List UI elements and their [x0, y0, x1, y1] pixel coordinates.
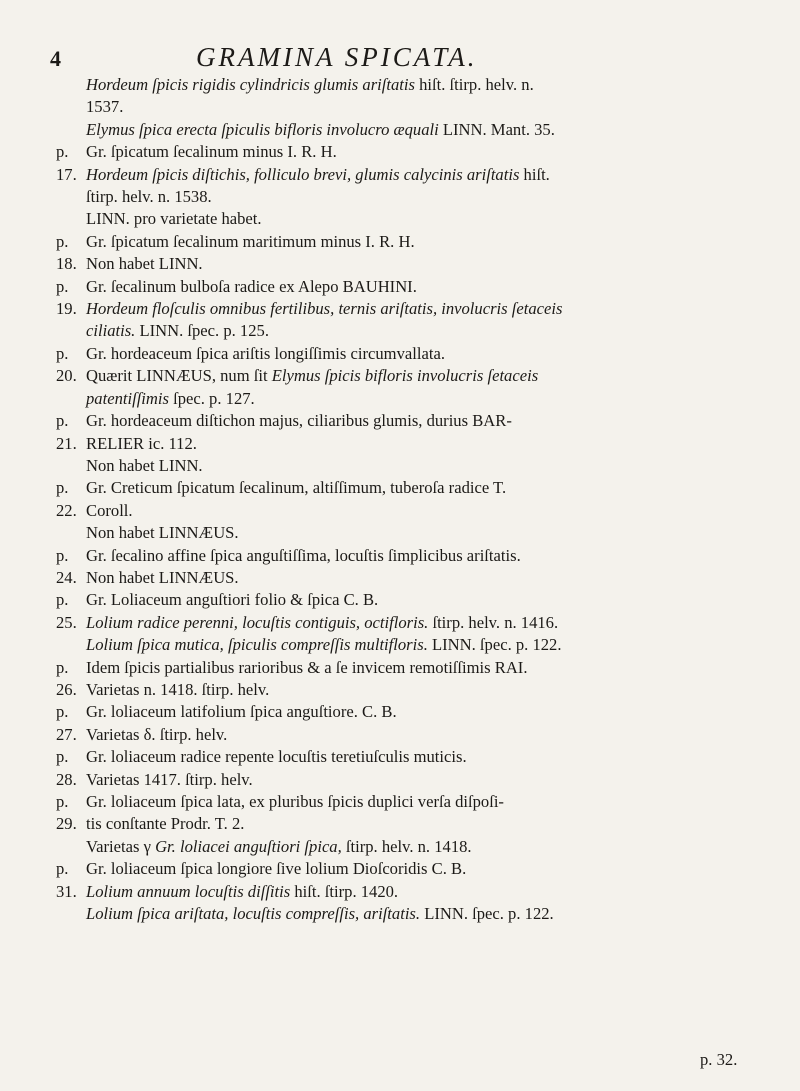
text-line: Gr. loliaceum latifolium ſpica anguſtiore. C. B.	[86, 702, 397, 722]
entry	[56, 410, 760, 477]
text-line	[86, 388, 760, 410]
page-number: 4	[50, 46, 61, 71]
entry-marker: p. 21.	[56, 411, 77, 453]
text-line: Non habet LINNÆUS.	[86, 567, 239, 587]
italic-segment: Hordeum ſpicis diſtichis, folliculo brevi, glumis calycinis ariſtatis	[86, 164, 520, 184]
entry-marker: p. 27.	[56, 702, 77, 744]
page-title: GRAMINA SPICATA.	[196, 42, 478, 72]
text-line: Gr. loliaceum ſpica lata, ex pluribus ſpicis duplici verſa diſpoſi-	[86, 792, 504, 811]
text-line: Varietas n. 1418. ſtirp. helv.	[86, 679, 270, 699]
text-line	[86, 881, 760, 903]
italic-segment: Hordeum ſpicis rigidis cylindricis glumis ariſtatis	[86, 75, 415, 94]
entry-body	[86, 74, 760, 141]
text-line	[86, 164, 760, 186]
text-line	[86, 74, 760, 96]
entry	[56, 276, 760, 343]
text-line: Idem ſpicis partialibus rarioribus & a ſe invicem remotiſſimis RAI.	[86, 657, 528, 677]
entry-marker: p. 26.	[56, 657, 77, 699]
entry-marker: p. 31.	[56, 859, 77, 901]
entry	[56, 545, 760, 590]
text-line: Gr. ſecalino affine ſpica anguſtiſſima, locuſtis ſimplicibus ariſtatis.	[86, 545, 521, 565]
entry-marker: p. 22.	[56, 478, 77, 520]
text-line: Gr. ſecalinum bulboſa radice ex Alepo BAUHINI.	[86, 276, 417, 296]
roman-segment: ſpec. p. 127.	[168, 388, 255, 408]
entry-marker: p. 20.	[56, 343, 77, 386]
text-line: Non habet LINN.	[86, 455, 203, 475]
entry-body	[86, 343, 760, 410]
entry-body	[86, 657, 760, 702]
italic-segment: Lolium radice perenni, locuſtis contiguis, octifloris.	[86, 612, 429, 632]
text-line: Varietas 1417. ſtirp. helv.	[86, 769, 253, 789]
entry-marker: p. 28.	[56, 747, 77, 789]
entry-body	[86, 746, 760, 791]
entry-body	[86, 791, 760, 858]
entry-body	[86, 231, 760, 276]
roman-segment: LINN. ſpec. p. 122.	[427, 635, 562, 655]
text-line: 1537.	[86, 97, 124, 117]
roman-segment: hiſt. ſtirp. 1420.	[290, 881, 399, 901]
entry-marker: p. 17.	[56, 142, 77, 184]
roman-segment: ſtirp. helv. n. 1418.	[341, 836, 472, 856]
text-line	[86, 612, 760, 634]
entry-body	[86, 545, 760, 590]
text-line: Non habet LINNÆUS.	[86, 523, 239, 543]
entry	[56, 791, 760, 858]
text-line: Gr. Loliaceum anguſtiori folio & ſpica C. B.	[86, 590, 379, 610]
entry	[56, 701, 760, 746]
entry-marker: p. 24.	[56, 545, 77, 587]
italic-segment: Lolium ſpica ariſtata, locuſtis compreſſis, ariſtatis.	[86, 904, 421, 924]
italic-segment: Gr. loliacei anguſtiori ſpica,	[155, 836, 342, 856]
running-head	[50, 38, 760, 74]
entry	[56, 746, 760, 791]
entry	[56, 74, 760, 141]
italic-segment: Elymus ſpica erecta ſpiculis bifloris involucro æquali	[86, 119, 439, 139]
text-line: Gr. hordeaceum diſtichon majus, ciliaribus glumis, durius BAR-	[86, 411, 512, 431]
text-line: Non habet LINN.	[86, 254, 203, 274]
text-line: Gr. ſpicatum ſecalinum maritimum minus I. R. H.	[86, 231, 415, 251]
text-line: Gr. loliaceum ſpica longiore ſive lolium Dioſcoridis C. B.	[86, 859, 467, 879]
text-line: Hordeum floſculis omnibus fertilibus, ternis ariſtatis, involucris ſetaceis	[86, 299, 563, 319]
text-line	[86, 320, 760, 342]
entry-body	[86, 410, 760, 477]
entry-body	[86, 276, 760, 343]
text-line	[86, 634, 760, 656]
entry-body	[86, 701, 760, 746]
text-line	[86, 119, 760, 141]
text-line: Coroll.	[86, 500, 133, 520]
text-line: Gr. ſpicatum ſecalinum minus I. R. H.	[86, 142, 337, 162]
roman-segment: Varietas γ	[86, 836, 156, 856]
entry	[56, 657, 760, 702]
entry-marker	[56, 74, 86, 141]
text-line: Gr. loliaceum radice repente locuſtis teretiuſculis muticis.	[86, 747, 467, 767]
entry-marker: p. 19.	[56, 276, 77, 319]
roman-segment: hiſt. ſtirp. helv. n.	[414, 75, 534, 94]
entry	[56, 343, 760, 410]
entry-body	[86, 477, 760, 544]
italic-segment: ciliatis.	[86, 321, 136, 341]
text-line	[86, 365, 760, 387]
italic-segment: Lolium ſpica mutica, ſpiculis compreſſis multifloris.	[86, 635, 428, 655]
entry-marker: p. 29.	[56, 792, 77, 834]
text-line: RELIER ic. 112.	[86, 433, 197, 453]
entry-marker: p. 25.	[56, 590, 77, 632]
roman-segment: ſtirp. helv. n. 1416.	[428, 612, 559, 632]
italic-segment: Elymus ſpicis bifloris involucris ſetaceis	[271, 366, 539, 386]
entry	[56, 589, 760, 656]
roman-segment: hiſt.	[519, 164, 550, 184]
text-line	[86, 903, 760, 925]
entry	[56, 141, 760, 231]
entry-body	[86, 589, 760, 656]
roman-segment: LINN. Mant. 35.	[438, 119, 555, 139]
entry-list	[56, 74, 760, 925]
text-line	[86, 836, 760, 858]
italic-segment: Lolium annuum locuſtis diſſitis	[86, 881, 291, 901]
entry-marker: p. 18.	[56, 231, 77, 274]
italic-segment: patentiſſimis	[86, 388, 169, 408]
text-line: Varietas δ. ſtirp. helv.	[86, 724, 228, 744]
text-line: Gr. Creticum ſpicatum ſecalinum, altiſſimum, tuberoſa radice T.	[86, 478, 507, 498]
text-line: tis conſtante Prodr. T. 2.	[86, 814, 245, 834]
text-line: LINN. pro varietate habet.	[86, 209, 262, 229]
roman-segment: LINN. ſpec. p. 122.	[420, 904, 554, 924]
entry	[56, 858, 760, 925]
roman-segment: Quærit LINNÆUS, num ſit	[86, 366, 272, 386]
entry-body	[86, 141, 760, 231]
entry	[56, 231, 760, 276]
text-line: ſtirp. helv. n. 1538.	[86, 187, 212, 207]
entry-body	[86, 858, 760, 925]
text-line: Gr. hordeaceum ſpica ariſtis longiſſimis circumvallata.	[86, 343, 445, 363]
roman-segment: LINN. ſpec. p. 125.	[135, 321, 269, 341]
catchword: p. 32.	[700, 1050, 738, 1069]
entry	[56, 477, 760, 544]
